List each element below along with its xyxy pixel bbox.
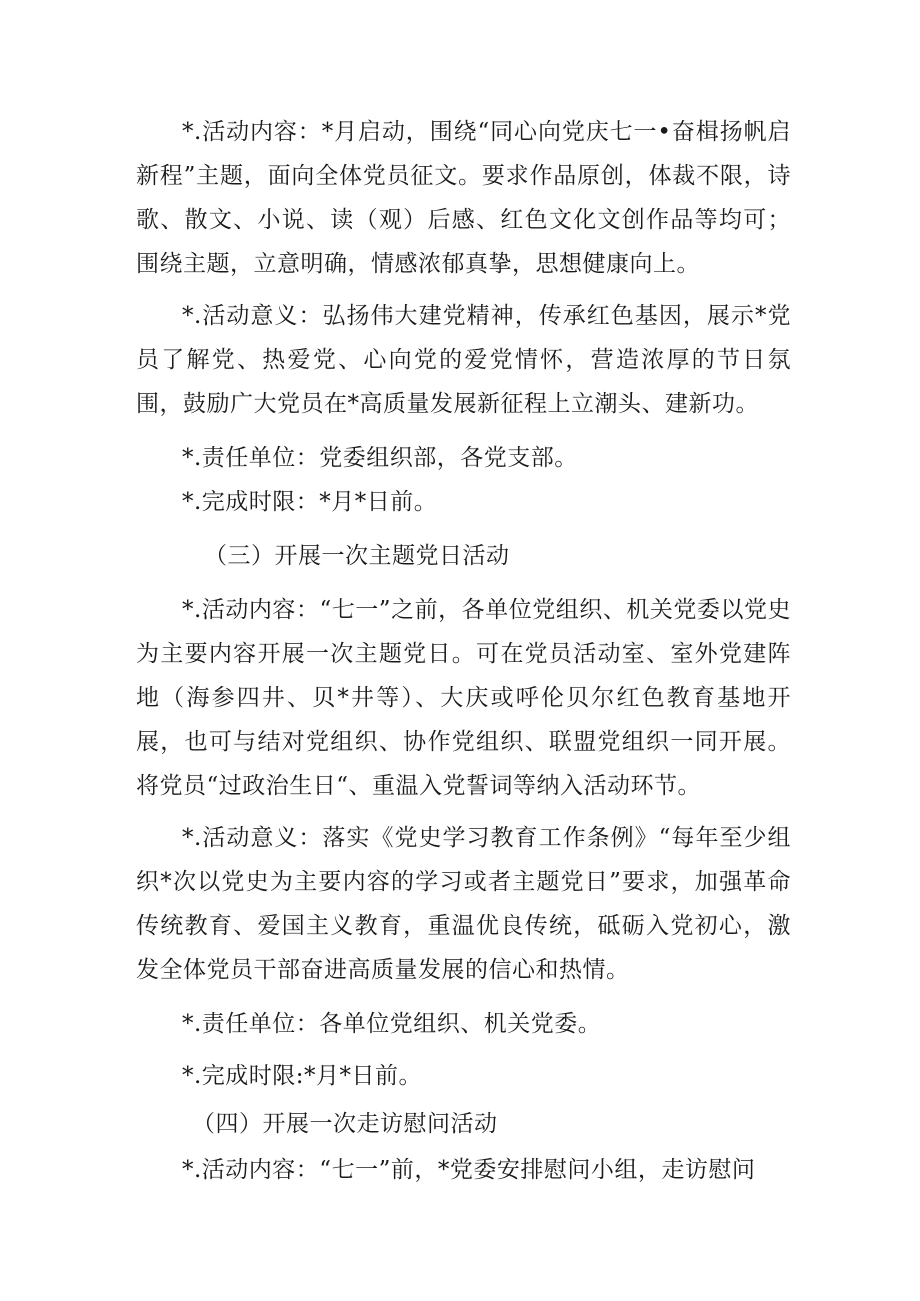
paragraph-responsible-unit-1: *.责任单位：党委组织部，各党支部。	[182, 445, 578, 471]
paragraph-activity-content-2: *.活动内容：“七一”之前，各单位党组织、机关党委以党史为主要内容开展一次主题党日。可在党员活动室、室外党建阵地（海参四井、贝*井等）、大庆或呼伦贝尔红色教育基地开展，也可与结对党组织、协作党组织、联盟党组织一同开展。将党员“过政治生日“、重温入党誓词等纳入活动环节。	[136, 597, 791, 799]
paragraph-activity-content-1: *.活动内容：*月启动，围绕“同心向党庆七一•奋楫扬帆启新程”主题，面向全体党员征文。要求作品原创，体裁不限，诗歌、散文、小说、读（观）后感、红色文化文创作品等均可；围绕主题，立意明确，情感浓郁真挚，思想健康向上。	[136, 119, 791, 277]
paragraph-activity-meaning-1: *.活动意义：弘扬伟大建党精神，传承红色基因，展示*党员了解党、热爱党、心向党的爱党情怀，营造浓厚的节日氛围，鼓励广大党员在*高质量发展新征程上立潮头、建新功。	[136, 303, 791, 417]
document-body	[136, 110, 791, 1192]
section-heading-3: （三）开展一次主题党日活动	[204, 543, 510, 569]
paragraph-activity-content-3: *.活动内容：“七一”前，*党委安排慰问小组，走访慰问	[182, 1157, 756, 1183]
paragraph-activity-meaning-2: *.活动意义：落实《党史学习教育工作条例》“每年至少组织*次以党史为主要内容的学习或者主题党日”要求，加强革命传统教育、爱国主义教育，重温优良传统，砥砺入党初心，激发全体党员干部奋进高质量发展的信心和热情。	[136, 825, 791, 983]
paragraph-deadline-1: *.完成时限：*月*日前。	[182, 489, 438, 515]
paragraph-responsible-unit-2: *.责任单位：各单位党组织、机关党委。	[182, 1011, 602, 1037]
section-heading-4: （四）开展一次走访慰问活动	[192, 1111, 498, 1137]
paragraph-deadline-2: *.完成时限:*月*日前。	[182, 1063, 423, 1089]
